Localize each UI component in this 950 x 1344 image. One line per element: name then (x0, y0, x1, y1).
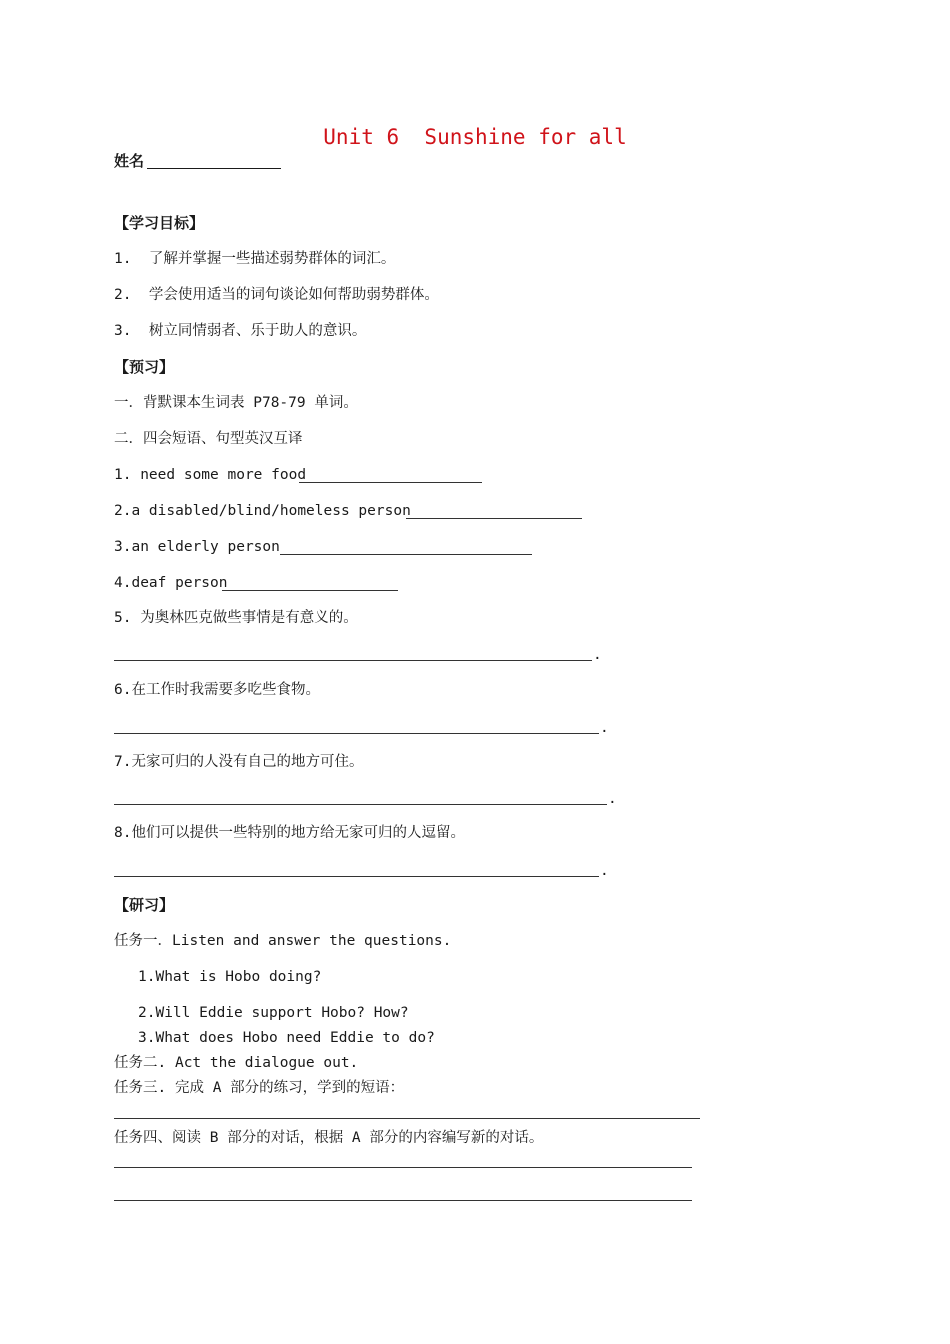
answer-blank[interactable] (280, 554, 532, 555)
objectives-heading: 【学习目标】 (114, 214, 205, 232)
question-item: 1.What is Hobo doing? (138, 969, 322, 985)
sentence-item: 6.在工作时我需要多吃些食物。 (114, 682, 320, 698)
preview-part-one: 一．背默课本生词表 P78-79 单词。 (114, 395, 358, 411)
phrase-item: 3.an elderly person (114, 539, 280, 555)
phrase-item: 1. need some more food (114, 467, 307, 483)
preview-part-two: 二．四会短语、句型英汉互译 (114, 431, 303, 447)
task-three: 任务三. 完成 A 部分的练习，学到的短语： (114, 1080, 405, 1096)
sentence-item: 7.无家可归的人没有自己的地方可住。 (114, 754, 364, 770)
answer-blank[interactable] (114, 733, 599, 734)
sentence-item: 8.他们可以提供一些特别的地方给无家可归的人逗留。 (114, 825, 465, 841)
preview-heading: 【预习】 (114, 358, 175, 376)
name-label: 姓名 (114, 152, 145, 170)
answer-blank[interactable] (114, 1200, 692, 1201)
answer-blank[interactable] (222, 590, 398, 591)
task-four: 任务四、阅读 B 部分的对话，根据 A 部分的内容编写新的对话。 (114, 1130, 544, 1146)
answer-blank[interactable] (114, 804, 607, 805)
phrase-item: 2.a disabled/blind/homeless person (114, 503, 411, 519)
answer-blank[interactable] (114, 660, 592, 661)
worksheet-title: Unit 6 Sunshine for all (323, 125, 627, 149)
period-mark: . (600, 720, 609, 736)
period-mark: . (608, 791, 617, 807)
question-item: 2.Will Eddie support Hobo? How? (138, 1005, 409, 1021)
objective-item: 2. 学会使用适当的词句谈论如何帮助弱势群体。 (114, 287, 439, 303)
task-one: 任务一．Listen and answer the questions. (114, 933, 452, 949)
objective-item: 3. 树立同情弱者、乐于助人的意识。 (114, 323, 367, 339)
answer-blank[interactable] (114, 1167, 692, 1168)
sentence-item: 5. 为奥林匹克做些事情是有意义的。 (114, 610, 358, 626)
study-heading: 【研习】 (114, 896, 175, 914)
name-blank[interactable] (147, 168, 281, 169)
answer-blank[interactable] (406, 518, 582, 519)
answer-blank[interactable] (114, 876, 599, 877)
task-two: 任务二. Act the dialogue out. (114, 1055, 359, 1071)
period-mark: . (593, 647, 602, 663)
question-item: 3.What does Hobo need Eddie to do? (138, 1030, 435, 1046)
answer-blank[interactable] (299, 482, 482, 483)
objective-item: 1. 了解并掌握一些描述弱势群体的词汇。 (114, 251, 396, 267)
answer-blank[interactable] (114, 1118, 700, 1119)
period-mark: . (600, 863, 609, 879)
phrase-item: 4.deaf person (114, 575, 228, 591)
